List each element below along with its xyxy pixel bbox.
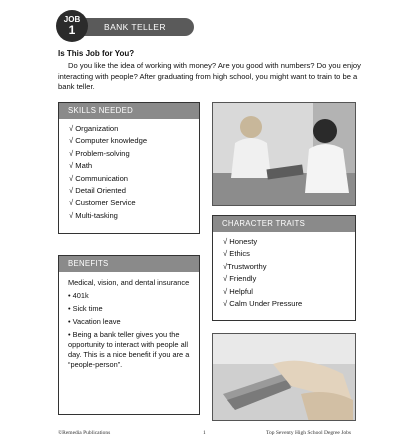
- list-item: √ Friendly: [223, 274, 257, 284]
- list-item: √ Organization: [69, 124, 119, 133]
- benefits-list: [59, 272, 199, 370]
- list-item: Medical, vision, and dental insurance: [68, 278, 190, 287]
- benefits-heading: BENEFITS: [59, 256, 199, 272]
- skills-heading: SKILLS NEEDED: [59, 103, 199, 119]
- list-item: √ Ethics: [223, 249, 250, 259]
- traits-heading: CHARACTER TRAITS: [213, 216, 355, 232]
- benefits-box: [58, 255, 200, 415]
- list-item: • Vacation leave: [68, 317, 121, 326]
- list-item: • Sick time: [68, 304, 103, 313]
- traits-box: [212, 215, 356, 321]
- page-title: BANK TELLER: [72, 18, 194, 36]
- list-item: √ Communication: [69, 173, 129, 183]
- job-number: 1: [68, 23, 76, 37]
- list-item: √ Helpful: [223, 286, 253, 296]
- intro-paragraph: Do you like the idea of working with money? Are you good with numbers? Do you enjoy interacting with people? After graduating from high school, you might want to train to be a bank teller.: [58, 61, 361, 91]
- job-badge: [56, 10, 88, 42]
- skills-box: [58, 102, 200, 234]
- list-item: √ Customer Service: [69, 198, 136, 208]
- list-item: • Being a bank teller gives you the opportunity to interact with people all day. This is a nice benefit if you are a “people-person”.: [68, 330, 190, 369]
- list-item: √Trustworthy: [223, 261, 267, 271]
- traits-list: [213, 232, 355, 310]
- list-item: √ Math: [69, 161, 93, 171]
- teller-photo-art: [213, 103, 356, 206]
- teller-photo: [212, 102, 356, 206]
- footer-publisher: ©Remedia Publications: [58, 430, 111, 436]
- job-label: JOB: [63, 15, 81, 24]
- intro-question: Is This Job for You?: [58, 49, 135, 58]
- money-counting-photo: [212, 333, 356, 421]
- list-item: √ Multi-tasking: [69, 210, 118, 220]
- list-item: √ Calm Under Pressure: [223, 299, 303, 309]
- footer-book-title: Top Seventy High School Degree Jobs: [266, 430, 352, 436]
- list-item: • 401k: [68, 291, 89, 300]
- skills-list: [59, 119, 199, 222]
- list-item: √ Honesty: [223, 237, 258, 246]
- list-item: √ Detail Oriented: [69, 186, 126, 196]
- list-item: √ Computer knowledge: [69, 136, 148, 146]
- footer-page-number: 1: [203, 430, 206, 436]
- list-item: √ Problem-solving: [69, 148, 130, 158]
- money-counting-photo-art: [213, 334, 356, 421]
